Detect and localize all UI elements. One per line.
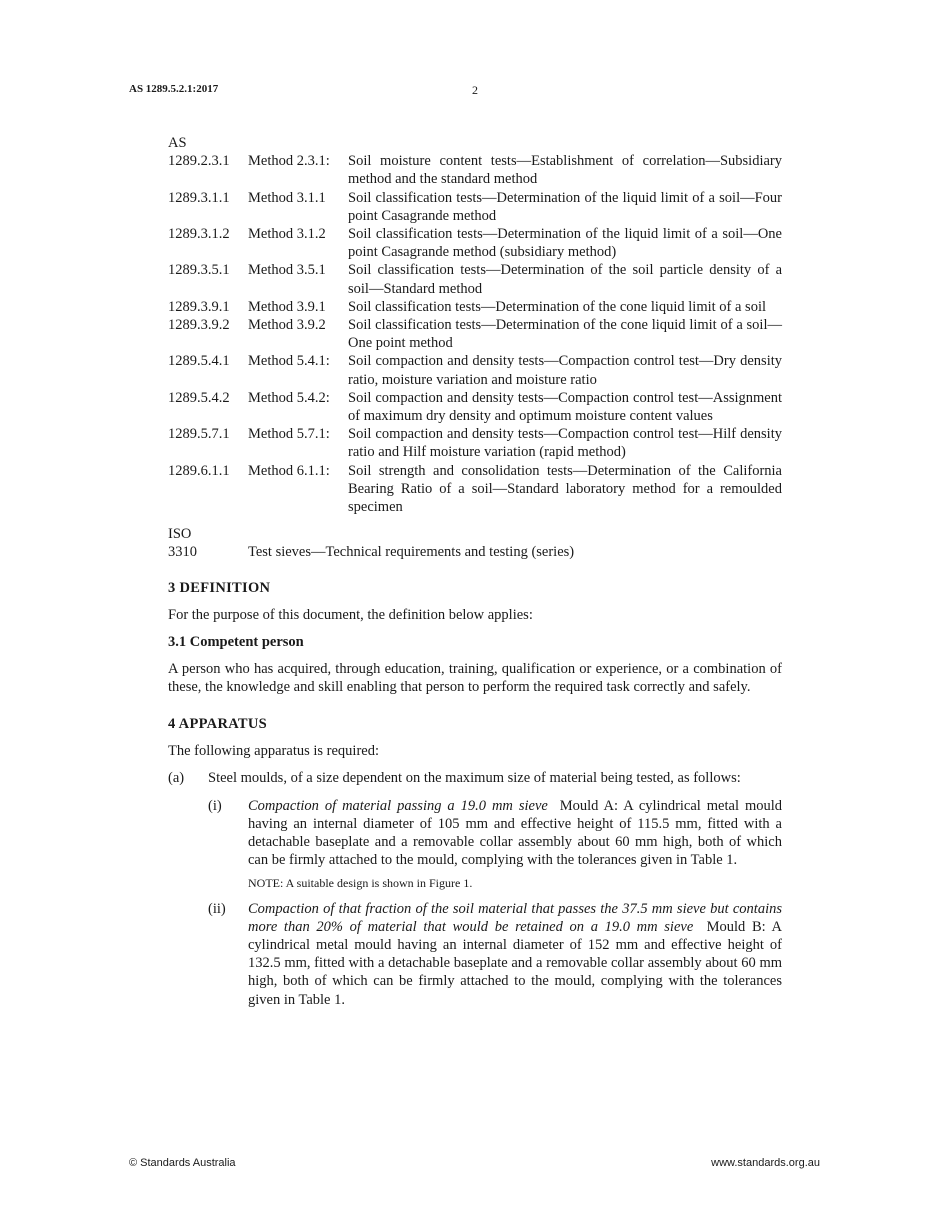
reference-number: 1289.6.1.1 bbox=[168, 462, 230, 479]
reference-list bbox=[168, 152, 782, 516]
mould-b-description: Mould B: A cylindrical metal mould having an internal diameter of 152 mm and effective height of 132.5 mm, fitted with a detachable baseplate and a removable collar assembly about 60 mm high, both of which can be firmly attached to the mould, complying with the tolerances given in Table 1. bbox=[248, 918, 783, 1008]
reference-row bbox=[168, 316, 782, 352]
reference-title: Soil moisture content tests—Establishment of correlation—Subsidiary method and the standard method bbox=[348, 153, 782, 188]
section-3-1-heading: 3.1 Competent person bbox=[168, 633, 304, 650]
reference-row bbox=[168, 425, 782, 461]
standard-id: AS 1289.5.2.1:2017 bbox=[129, 83, 219, 95]
reference-row bbox=[168, 225, 782, 261]
reference-number: 1289.5.7.1 bbox=[168, 426, 230, 443]
list-item-i bbox=[208, 797, 782, 891]
list-item-ii bbox=[208, 900, 782, 1009]
footer-copyright: © Standards Australia bbox=[129, 1157, 236, 1169]
iso-reference bbox=[168, 543, 782, 561]
iso-number: 3310 bbox=[168, 544, 197, 561]
reference-number: 1289.2.3.1 bbox=[168, 153, 230, 170]
reference-title: Soil strength and consolidation tests—Determination of the California Bearing Ratio of a soil—Standard laboratory method for a remoulded specimen bbox=[348, 462, 782, 516]
reference-number: 1289.3.1.1 bbox=[168, 189, 230, 206]
reference-method: Method 2.3.1: bbox=[248, 153, 330, 170]
reference-title: Soil classification tests—Determination of the liquid limit of a soil—Four point Casagrande method bbox=[348, 189, 782, 224]
reference-number: 1289.5.4.2 bbox=[168, 389, 230, 406]
reference-method: Method 5.4.2: bbox=[248, 389, 330, 406]
reference-number: 1289.3.5.1 bbox=[168, 262, 230, 279]
reference-number: 1289.3.9.1 bbox=[168, 298, 230, 315]
footer-website-link[interactable]: www.standards.org.au bbox=[711, 1157, 820, 1169]
reference-title: Soil classification tests—Determination of the soil particle density of a soil—Standard method bbox=[348, 262, 782, 297]
mould-a-condition: Compaction of material passing a 19.0 mm sieve bbox=[248, 797, 548, 814]
competent-person-definition: A person who has acquired, through education, training, qualification or experience, or a combination of these, the knowledge and skill enabling that person to perform the required task correctly and safely. bbox=[168, 660, 782, 696]
iso-label: ISO bbox=[168, 526, 192, 543]
section-3-heading: 3 DEFINITION bbox=[168, 579, 271, 596]
reference-method: Method 5.7.1: bbox=[248, 426, 330, 443]
list-label-a: (a) bbox=[168, 770, 185, 787]
reference-method: Method 3.1.1 bbox=[248, 189, 326, 206]
reference-method: Method 3.9.1 bbox=[248, 298, 326, 315]
reference-title: Soil compaction and density tests—Compaction control test—Dry density ratio, moisture variation and moisture ratio bbox=[348, 353, 782, 388]
reference-row bbox=[168, 352, 782, 388]
reference-row bbox=[168, 152, 782, 188]
reference-title: Soil compaction and density tests—Compaction control test—Hilf density ratio and Hilf moisture variation (rapid method) bbox=[348, 426, 782, 461]
reference-title: Soil classification tests—Determination of the cone liquid limit of a soil—One point method bbox=[348, 317, 782, 352]
reference-method: Method 6.1.1: bbox=[248, 462, 330, 479]
reference-method: Method 5.4.1: bbox=[248, 353, 330, 370]
list-label-i: (i) bbox=[208, 797, 222, 814]
list-text-a: Steel moulds, of a size dependent on the maximum size of material being tested, as follows: bbox=[208, 770, 741, 787]
mould-b-condition: Compaction of that fraction of the soil material that passes the 37.5 mm sieve but contains more than 20% of material that would be retained on a 19.0 mm sieve bbox=[248, 900, 782, 935]
mould-a-description: Mould A: A cylindrical metal mould having an internal diameter of 105 mm and effective height of 115.5 mm, fitted with a detachable baseplate and a removable collar assembly about 60 mm high, both of which can be firmly attached to the mould, complying with the tolerances given in Table 1. bbox=[248, 797, 782, 869]
reference-method: Method 3.1.2 bbox=[248, 226, 326, 243]
section-3-intro: For the purpose of this document, the definition below applies: bbox=[168, 606, 533, 623]
iso-title: Test sieves—Technical requirements and testing (series) bbox=[248, 544, 575, 561]
page-content bbox=[168, 134, 782, 1018]
reference-row bbox=[168, 462, 782, 517]
figure-note: NOTE: A suitable design is shown in Figure 1. bbox=[248, 875, 473, 890]
as-label: AS bbox=[168, 135, 187, 151]
list-label-ii: (ii) bbox=[208, 900, 226, 917]
reference-row bbox=[168, 261, 782, 297]
reference-row bbox=[168, 389, 782, 425]
reference-method: Method 3.5.1 bbox=[248, 262, 326, 279]
reference-method: Method 3.9.2 bbox=[248, 317, 326, 334]
reference-title: Soil classification tests—Determination of the liquid limit of a soil—One point Casagrande method (subsidiary method) bbox=[348, 226, 782, 261]
section-4-heading: 4 APPARATUS bbox=[168, 716, 268, 733]
reference-title: Soil classification tests—Determination of the cone liquid limit of a soil bbox=[348, 298, 767, 315]
reference-row bbox=[168, 298, 782, 316]
reference-row bbox=[168, 189, 782, 225]
reference-title: Soil compaction and density tests—Compaction control test—Assignment of maximum dry density and optimum moisture content values bbox=[348, 389, 782, 425]
reference-number: 1289.5.4.1 bbox=[168, 353, 230, 370]
reference-number: 1289.3.9.2 bbox=[168, 317, 230, 334]
list-item-a bbox=[168, 769, 782, 787]
page-number: 2 bbox=[472, 83, 478, 97]
section-4-intro: The following apparatus is required: bbox=[168, 743, 379, 760]
reference-number: 1289.3.1.2 bbox=[168, 226, 230, 243]
